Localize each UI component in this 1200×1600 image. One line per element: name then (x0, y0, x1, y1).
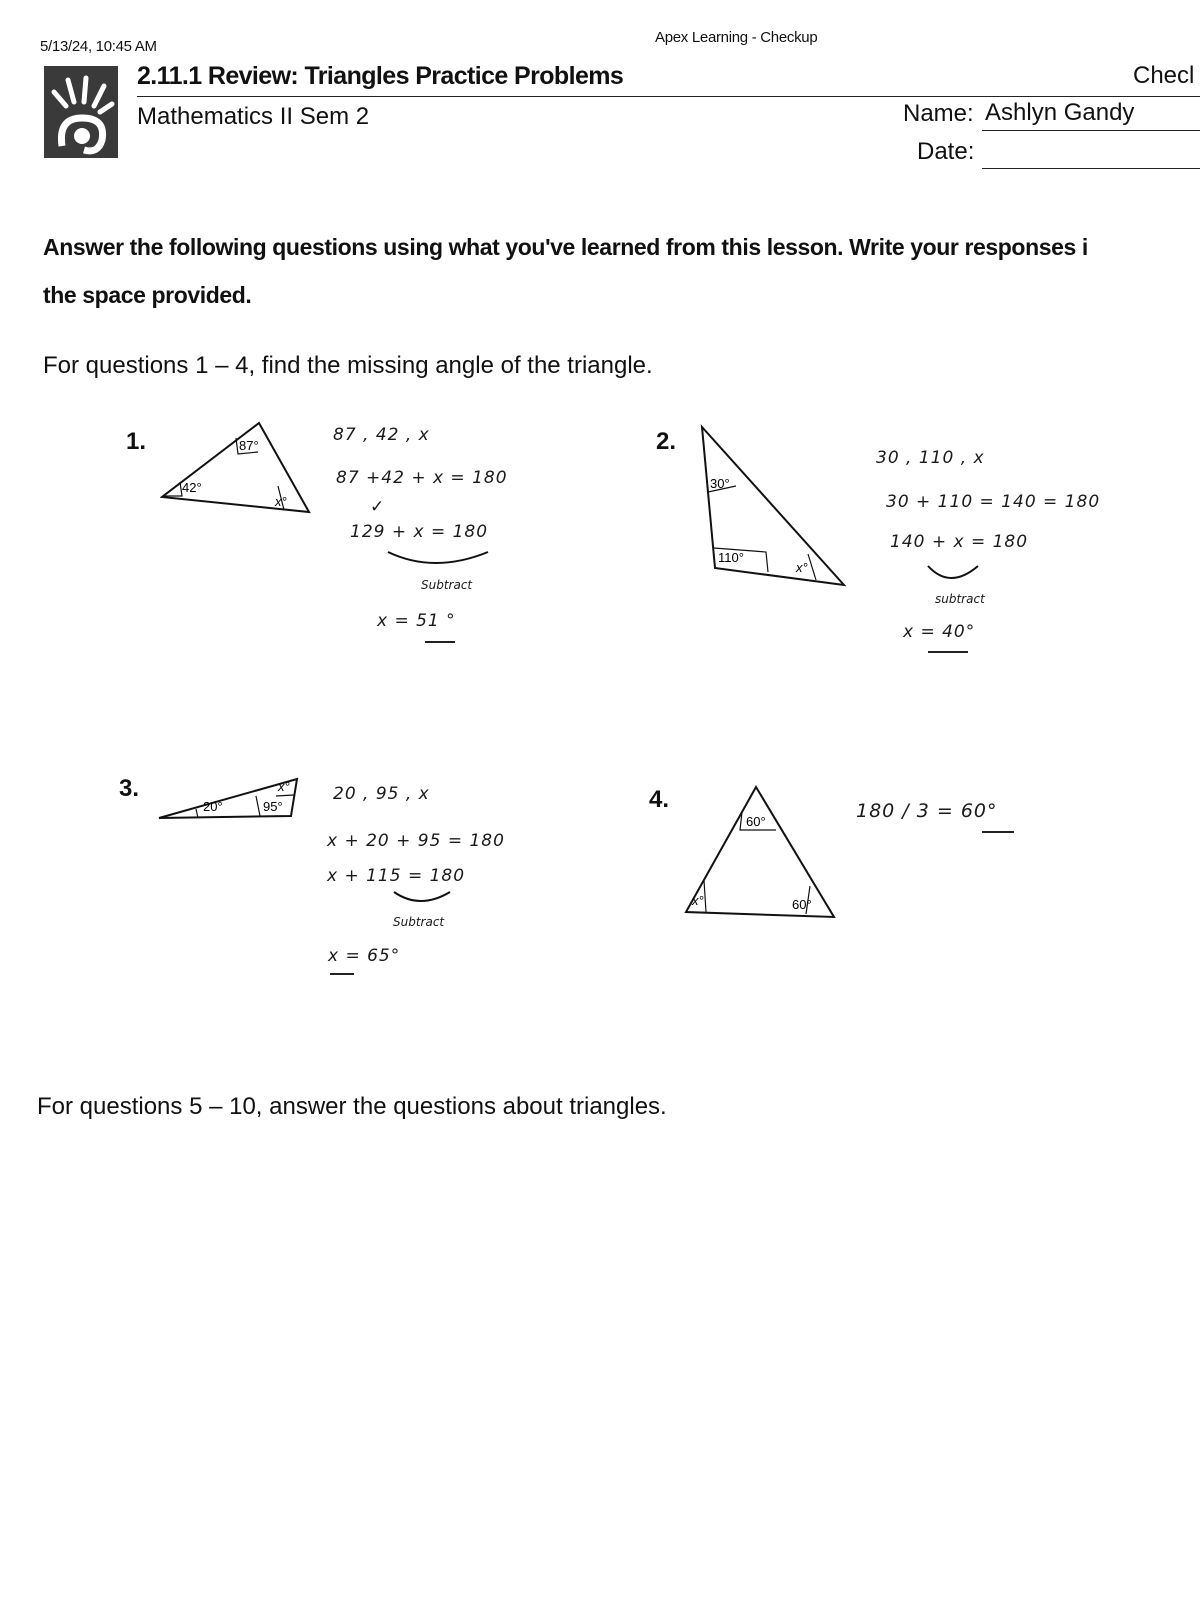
question-3-triangle (156, 776, 306, 826)
q2-subtract-brace (924, 562, 984, 586)
q3-angle-left: 20° (203, 799, 223, 814)
q1-subtract-brace (384, 548, 494, 572)
q3-work-line-3: x + 115 = 180 (327, 866, 466, 886)
name-label: Name: (903, 100, 974, 127)
q1-subtract-note: Subtract (421, 578, 473, 592)
instructions-line-1: Answer the following questions using what you've learned from this lesson. Write your responses i (43, 234, 1088, 260)
course-name: Mathematics II Sem 2 (137, 103, 370, 130)
q2-answer-underline (928, 651, 968, 653)
q1-answer-underline (425, 641, 455, 643)
question-4-triangle (684, 784, 840, 920)
name-line (982, 130, 1200, 131)
q2-angle-x: x° (796, 560, 808, 575)
q2-angle-top: 30° (710, 476, 730, 491)
part2-lead: For questions 5 – 10, answer the questions about triangles. (37, 1093, 667, 1120)
instructions-line-2: the space provided. (43, 282, 252, 308)
date-label: Date: (917, 138, 975, 165)
header-right-cut-text: Checl (1133, 62, 1195, 89)
q4-answer-underline (982, 831, 1014, 833)
q1-work-line-3: 129 + x = 180 (350, 522, 489, 542)
question-3-number: 3. (119, 775, 140, 802)
q3-answer: x = 65° (328, 946, 401, 966)
q2-work-line-1: 30 , 110 , x (876, 448, 985, 468)
apex-logo (44, 66, 118, 158)
date-line (982, 168, 1200, 169)
header-rule (137, 96, 1200, 97)
q3-work-line-1: 20 , 95 , x (333, 784, 430, 804)
q4-angle-x: x° (692, 893, 704, 908)
part1-lead: For questions 1 – 4, find the missing angle of the triangle. (43, 352, 653, 379)
question-4-number: 4. (649, 786, 670, 813)
q4-angle-bottom-right: 60° (792, 897, 812, 912)
q1-work-line-2: 87 +42 + x = 180 (336, 468, 508, 488)
question-2-number: 2. (656, 428, 677, 455)
question-1-number: 1. (126, 428, 147, 455)
site-title: Apex Learning - Checkup (655, 29, 818, 46)
q2-subtract-note: subtract (935, 592, 985, 606)
question-2-triangle (696, 424, 846, 589)
q2-answer: x = 40° (903, 622, 976, 642)
question-1-triangle (160, 420, 320, 515)
q4-answer: 180 / 3 = 60° (856, 800, 998, 822)
q1-angle-top: 87° (239, 438, 259, 453)
q3-answer-underline (330, 973, 354, 975)
q3-angle-x: x° (278, 779, 290, 794)
q3-angle-bottom-right: 95° (263, 799, 283, 814)
name-value: Ashlyn Gandy (985, 99, 1135, 126)
q1-angle-x: x° (275, 494, 287, 509)
logo-sun-icon (44, 66, 118, 158)
q3-work-line-2: x + 20 + 95 = 180 (327, 831, 505, 851)
q2-angle-bottom-left: 110° (718, 550, 744, 565)
q2-work-line-2: 30 + 110 = 140 = 180 (886, 492, 1101, 512)
q4-angle-top: 60° (746, 814, 766, 829)
assignment-title: 2.11.1 Review: Triangles Practice Problems (137, 62, 624, 90)
q1-answer: x = 51 ° (377, 611, 456, 631)
q2-work-line-3: 140 + x = 180 (890, 532, 1029, 552)
q1-angle-left: 42° (182, 480, 202, 495)
q3-subtract-note: Subtract (393, 915, 445, 929)
q3-subtract-brace (390, 888, 456, 910)
q1-work-line-1: 87 , 42 , x (333, 425, 430, 445)
print-timestamp: 5/13/24, 10:45 AM (40, 38, 157, 55)
q1-work-check: ✓ (370, 497, 386, 517)
